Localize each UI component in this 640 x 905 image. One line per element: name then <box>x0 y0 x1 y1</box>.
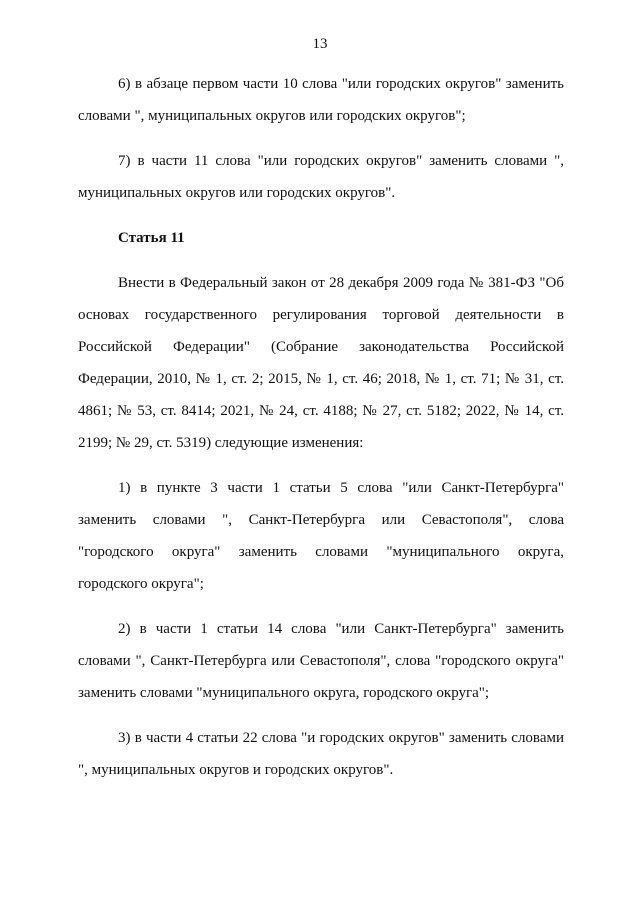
amendment-item-7: 7) в части 11 слова "или городских округов" заменить словами ", муниципальных округов или городских округов". <box>78 153 564 201</box>
change-item-2: 2) в части 1 статьи 14 слова "или Санкт-Петербурга" заменить словами ", Санкт-Петербурга или Севастополя", слова "городского округа" заменить словами "муниципального округа, городского округа"; <box>78 621 564 701</box>
article-intro: Внести в Федеральный закон от 28 декабря 2009 года № 381-ФЗ "Об основах государственного регулирования торговой деятельности в Российской Федерации" (Собрание законодательства Российской Федерации, 2010, № 1, ст. 2; 2015, № 1, ст. 46; 2018, № 1, ст. 71; № 31, ст. 4861; № 53, ст. 8414; 2021, № 24, ст. 4188; № 27, ст. 5182; 2022, № 14, ст. 2199; № 29, ст. 5319) следующие изменения: <box>78 275 564 451</box>
change-item-3: 3) в части 4 статьи 22 слова "и городских округов" заменить словами ", муниципальных округов и городских округов". <box>78 730 564 778</box>
page-number: 13 <box>312 36 328 52</box>
change-item-1: 1) в пункте 3 части 1 статьи 5 слова "или Санкт-Петербурга" заменить словами ", Санкт-Петербурга или Севастополя", слова "городского округа" заменить словами "муниципального округа, городского округа"; <box>78 480 564 592</box>
amendment-item-6: 6) в абзаце первом части 10 слова "или городских округов" заменить словами ", муниципальных округов или городских округов"; <box>78 76 564 124</box>
document-body <box>78 68 564 786</box>
article-heading: Статья 11 <box>118 230 185 246</box>
